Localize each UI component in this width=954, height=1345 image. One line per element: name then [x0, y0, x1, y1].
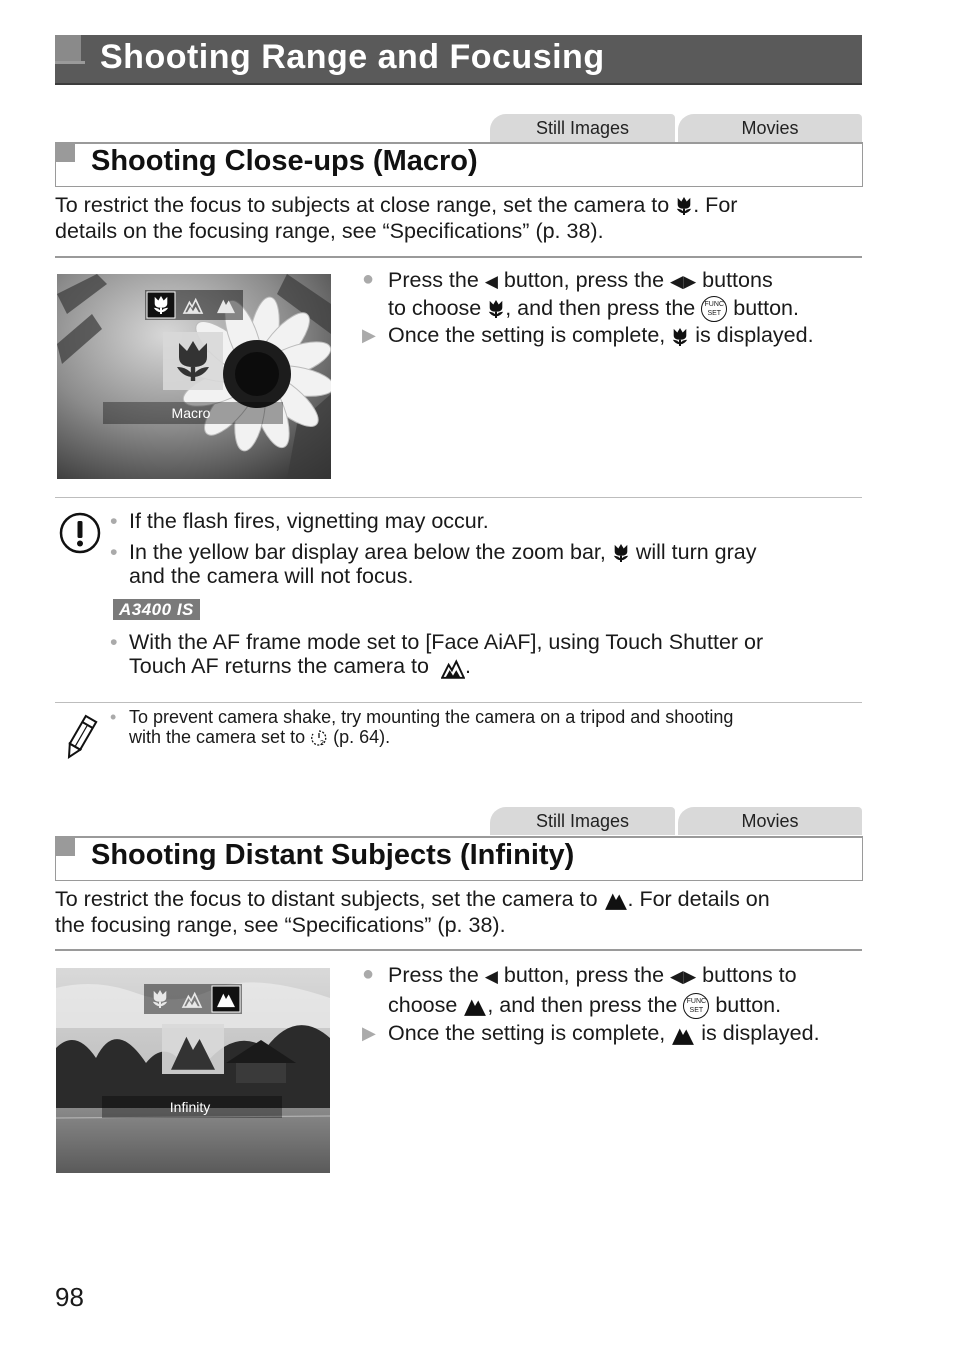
- left-arrow-icon: ◀: [484, 967, 498, 986]
- tab-movies: [678, 807, 862, 835]
- macro-intro-text: To restrict the focus to subjects at close range, set the camera to: [55, 193, 670, 217]
- caution-item: [110, 509, 870, 533]
- step-text: buttons: [702, 268, 773, 292]
- step-text: to choose: [388, 296, 482, 320]
- caution-text: Touch AF returns the camera to: [129, 654, 429, 679]
- step-text: Press the: [388, 963, 479, 987]
- model-badge: A3400 IS: [113, 599, 200, 620]
- divider: [55, 702, 862, 703]
- pencil-icon: [60, 714, 100, 762]
- caution-text: will turn gray: [635, 540, 757, 564]
- title-decoration-line: [55, 61, 85, 64]
- step-text: is displayed.: [701, 1021, 820, 1046]
- step-text: is displayed.: [695, 323, 814, 348]
- step-text: button.: [715, 993, 782, 1017]
- tab-label: Movies: [741, 117, 799, 138]
- caution-text: If the flash fires, vignetting may occur.: [129, 509, 489, 533]
- bullet-icon: ●: [362, 268, 375, 290]
- sunflower-image: [57, 274, 331, 479]
- tab-label: Movies: [741, 810, 799, 831]
- caution-text: In the yellow bar display area below the zoom bar,: [129, 540, 606, 564]
- note-item: [110, 707, 870, 747]
- infinity-intro-text: . For details on: [627, 887, 770, 911]
- macro-step-2: [362, 322, 882, 349]
- macro-screen-label: Macro: [171, 405, 211, 421]
- self-timer-2s-icon: [310, 729, 328, 747]
- infinity-icon: [604, 889, 628, 911]
- tab-label: Still Images: [535, 117, 630, 138]
- infinity-intro: [55, 886, 875, 938]
- macro-camera-screen: [57, 274, 331, 479]
- note-text: (p. 64).: [333, 727, 391, 747]
- bullet-icon: •: [110, 630, 118, 655]
- left-right-arrows-icon: ◀▶: [670, 967, 697, 986]
- macro-heading: Shooting Close-ups (Macro): [91, 145, 478, 177]
- infinity-icon: [463, 995, 487, 1017]
- caution-text: and the camera will not focus.: [129, 564, 414, 589]
- macro-intro: [55, 192, 865, 244]
- caution-notes: [110, 509, 870, 679]
- tab-label: Still Images: [535, 810, 630, 831]
- bullet-icon: •: [110, 540, 118, 564]
- infinity-camera-screen: [56, 968, 330, 1173]
- caution-text: With the AF frame mode set to [Face AiAF], using Touch Shutter or: [129, 630, 764, 655]
- func-set-icon: [683, 993, 709, 1019]
- func-label: FUNC: [704, 301, 724, 309]
- macro-icon: [612, 542, 630, 564]
- func-set-icon: [701, 296, 727, 322]
- section-decoration: [55, 836, 75, 856]
- infinity-screen-label: Infinity: [169, 1099, 211, 1115]
- caution-icon: [58, 511, 102, 555]
- title-decoration: [55, 35, 81, 61]
- infinity-heading: Shooting Distant Subjects (Infinity): [91, 839, 575, 871]
- macro-icon: [671, 326, 689, 348]
- divider: [55, 256, 862, 258]
- caution-item: [110, 540, 870, 588]
- tab-still-images: [490, 114, 675, 142]
- macro-icon: [487, 298, 505, 320]
- macro-icon: [675, 195, 693, 217]
- section-decoration: [55, 142, 75, 162]
- set-label: SET: [707, 310, 722, 318]
- model-row: [113, 596, 870, 622]
- macro-steps: [362, 267, 882, 349]
- step-text: button, press the: [503, 963, 665, 987]
- bullet-icon: •: [110, 707, 117, 727]
- tab-still-images: [490, 807, 675, 835]
- tab-movies: [678, 114, 862, 142]
- step-text: Press the: [388, 268, 479, 292]
- note-text-block: [110, 707, 870, 747]
- macro-step-1: [362, 267, 882, 322]
- step-text: , and then press the: [487, 993, 678, 1017]
- infinity-intro-text: To restrict the focus to distant subjects, set the camera to: [55, 887, 598, 911]
- step-text: button.: [733, 296, 799, 320]
- left-right-arrows-icon: ◀▶: [670, 272, 697, 291]
- divider: [55, 497, 862, 498]
- note-text: To prevent camera shake, try mounting the camera on a tripod and shooting: [129, 707, 734, 727]
- caution-item: [110, 630, 870, 678]
- page-title: Shooting Range and Focusing: [100, 38, 605, 76]
- note-text: with the camera set to: [129, 727, 306, 747]
- step-text: choose: [388, 993, 458, 1017]
- step-text: Once the setting is complete,: [388, 1021, 666, 1046]
- left-arrow-icon: ◀: [484, 272, 498, 291]
- step-text: buttons to: [702, 963, 797, 987]
- step-text: button, press the: [503, 268, 665, 292]
- page-number: 98: [55, 1282, 84, 1312]
- infinity-step-2: [362, 1019, 882, 1047]
- bullet-icon: •: [110, 509, 118, 533]
- infinity-step-1: [362, 961, 882, 1019]
- result-arrow-icon: ▶: [362, 325, 376, 346]
- infinity-intro-text: the focusing range, see “Specifications” (p. 38).: [55, 913, 506, 937]
- caution-text: .: [464, 654, 471, 679]
- set-label: SET: [689, 1007, 704, 1015]
- func-label: FUNC: [686, 998, 707, 1006]
- landscape-image: [56, 968, 330, 1173]
- normal-af-icon: [441, 657, 465, 679]
- svg-text:2: 2: [320, 740, 325, 748]
- macro-intro-text: . For: [693, 193, 738, 217]
- divider: [55, 949, 862, 951]
- infinity-icon: [671, 1024, 695, 1046]
- result-arrow-icon: ▶: [362, 1023, 376, 1044]
- step-text: , and then press the: [505, 296, 696, 320]
- infinity-steps: [362, 961, 882, 1047]
- step-text: Once the setting is complete,: [388, 323, 666, 348]
- macro-intro-text: details on the focusing range, see “Specifications” (p. 38).: [55, 219, 604, 243]
- bullet-icon: ●: [362, 963, 375, 985]
